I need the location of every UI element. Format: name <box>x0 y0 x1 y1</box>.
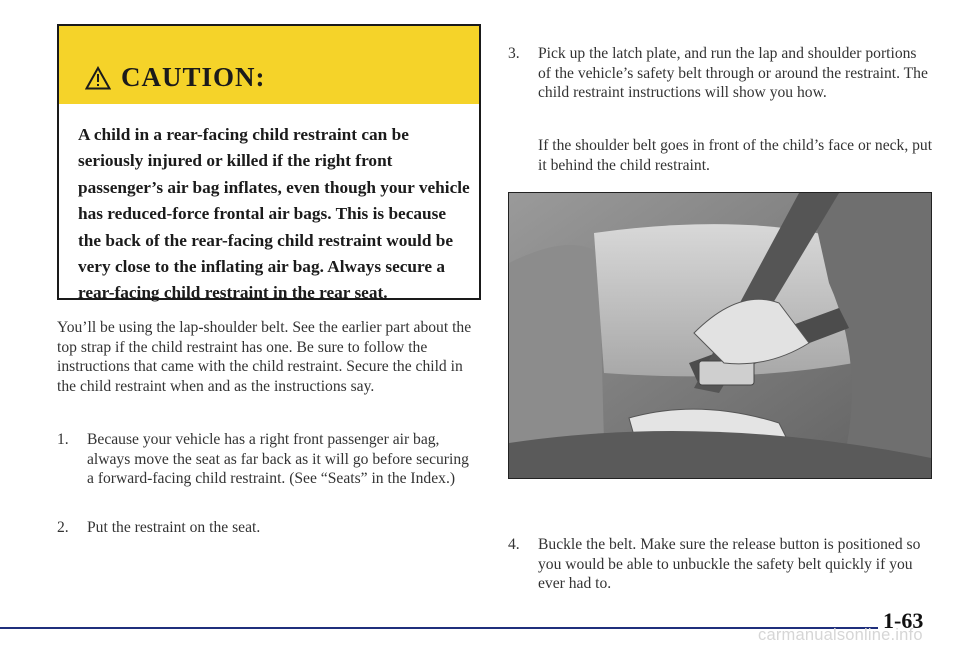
step-3-note: If the shoulder belt goes in front of the child’s face or neck, put it behind the child restraint. <box>538 137 933 174</box>
caution-title-row <box>85 62 266 93</box>
step-text: Because your vehicle has a right front passenger air bag, always move the seat as far back as it will go before securing a forward-facing child restraint. (See “Seats” in the Index.) <box>87 431 469 488</box>
step-number: 4. <box>508 536 520 553</box>
photo-illustration <box>509 193 931 478</box>
step-text: Pick up the latch plate, and run the lap and shoulder portions of the vehicle’s safety belt through or around the restraint. The child restraint instructions will show you how. <box>538 45 928 102</box>
footer-rule <box>0 627 878 629</box>
belt-buckle-photo <box>508 192 932 479</box>
caution-title: CAUTION: <box>121 62 266 92</box>
step-text: Put the restraint on the seat. <box>87 519 261 536</box>
caution-box <box>57 24 481 303</box>
step-number: 3. <box>508 45 520 62</box>
step-number: 2. <box>57 519 69 536</box>
caution-text: A child in a rear-facing child restraint can be seriously injured or killed if the right front passenger’s air bag inflates, even though your vehicle has reduced-force frontal air bags. This is because the back of the rear-facing child restraint would be very close to the inflating air bag. Always secure a rear-facing child restraint in the rear seat. <box>78 125 470 303</box>
intro-paragraph: You’ll be using the lap-shoulder belt. See the earlier part about the top strap if the child restraint has one. Be sure to follow the instructions that came with the child restraint. Secure the child in the child restraint when and as the instructions say. <box>57 319 472 396</box>
step-text: Buckle the belt. Make sure the release button is positioned so you would be able to unbuckle the safety belt quickly if you ever had to. <box>538 536 921 593</box>
step-number: 1. <box>57 431 69 448</box>
watermark: carmanualsonline.info <box>758 626 923 644</box>
page-number: 1-63 <box>883 608 924 633</box>
warning-triangle-icon <box>85 66 111 90</box>
